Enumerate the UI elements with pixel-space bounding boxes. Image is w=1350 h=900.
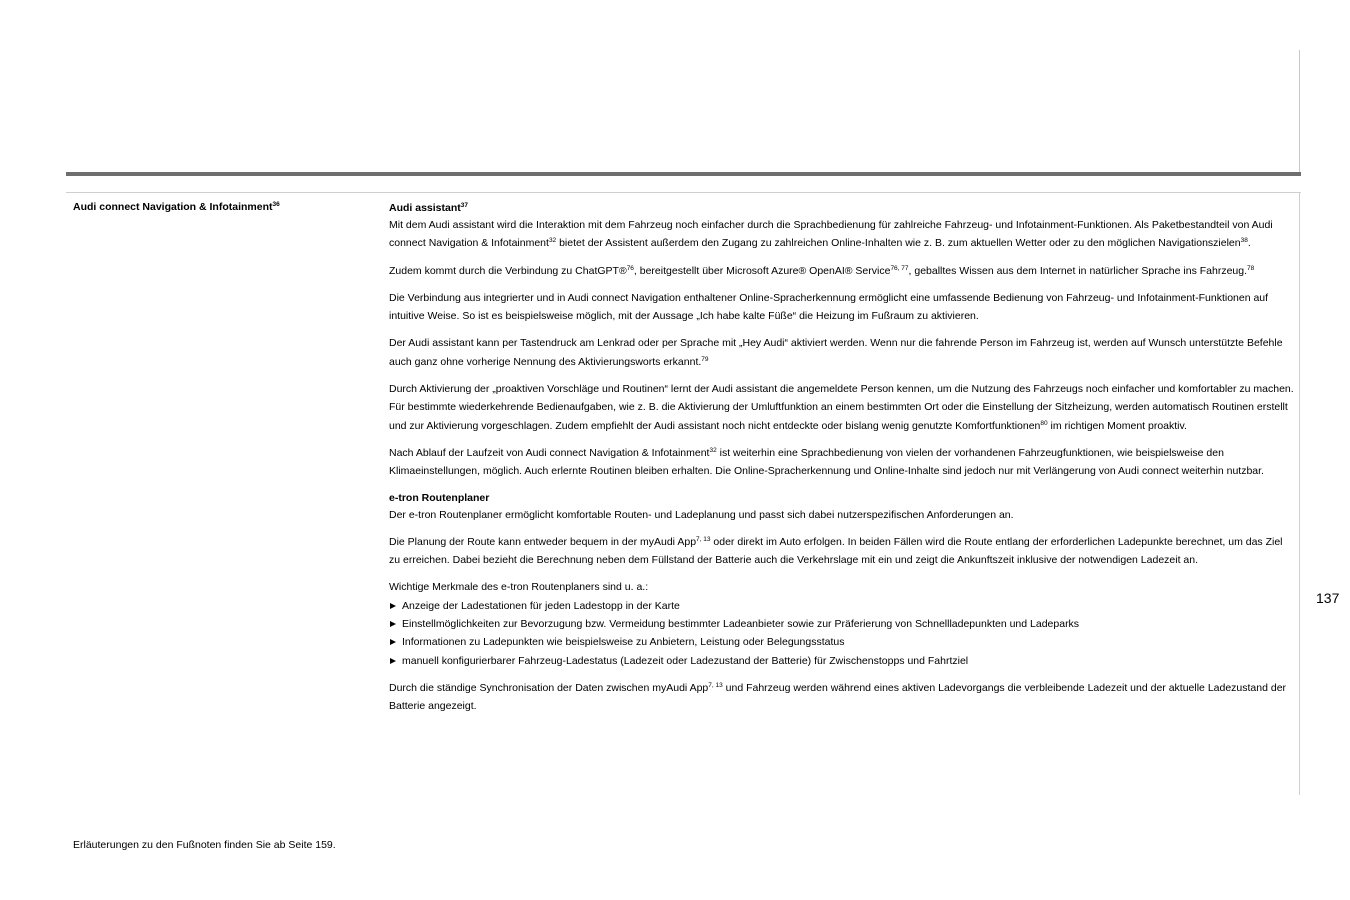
text-run: Durch die ständige Synchronisation der Daten zwischen myAudi App — [389, 681, 709, 694]
text-run: Die Planung der Route kann entweder bequem in der myAudi App — [389, 535, 697, 548]
text-run: bietet der Assistent außerdem den Zugang zu zahlreichen Online-Inhalten wie z. B. zum aktuellen Wetter oder zu den möglichen Navigationszielen — [556, 237, 1241, 250]
footnote-hint: Erläuterungen zu den Fußnoten finden Sie ab Seite 159. — [73, 839, 336, 851]
paragraph — [389, 216, 1295, 253]
text-run: , bereitgestellt über Microsoft Azure® OpenAI® Service — [633, 264, 891, 277]
text-run: . — [1247, 237, 1251, 250]
heading-text: Audi assistant — [389, 202, 461, 214]
list-item-text: Einstellmöglichkeiten zur Bevorzugung bzw. Vermeidung bestimmter Ladeanbieter sowie zur Präferierung von Schnellladepunkten und Ladeparks — [402, 618, 1080, 631]
footnote-ref: 32 — [709, 446, 717, 454]
list-item — [389, 615, 1295, 633]
list-item — [389, 633, 1295, 651]
section-divider — [66, 192, 1301, 193]
bullet-triangle-icon — [390, 658, 396, 664]
footnote-ref: 36 — [272, 201, 280, 208]
text-run: Durch Aktivierung der „proaktiven Vorschläge und Routinen“ lernt der Audi assistant die angemeldete Person kennen, um die Nutzung des Fahrzeugs noch einfacher und komfortabler zu machen. Für bestimmte wiederkehrende Bedienaufgaben, wie z. B. die Aktivierung der Umluftfunktion an einem bestimmten Ort oder die Einstellung der Sitzheizung, werden automatisch Routinen erstellt und zur Aktivierung vorgeschlagen. Zudem empfiehlt der Audi assistant noch nicht entdeckte oder bislang wenig genutzte Komfortfunktionen — [389, 383, 1294, 432]
paragraph — [389, 679, 1295, 716]
audi-assistant-heading — [389, 200, 1295, 216]
bullet-triangle-icon — [390, 639, 396, 645]
section-label — [73, 200, 373, 214]
footnote-ref: 78 — [1247, 264, 1255, 272]
text-run: Der Audi assistant kann per Tastendruck am Lenkrad oder per Sprache mit „Hey Audi“ aktiviert werden. Wenn nur die fahrende Person im Fahrzeug ist, werden auf Wunsch unterstützte Befehle auch ganz ohne vorherige Nennung des Aktivierungsworts erkannt. — [389, 337, 1283, 368]
text-run: , geballtes Wissen aus dem Internet in natürlicher Sprache ins Fahrzeug. — [908, 264, 1248, 277]
footnote-ref: 76, 77 — [890, 264, 909, 272]
text-run: Zudem kommt durch die Verbindung zu ChatGPT® — [389, 264, 627, 277]
list-item — [389, 597, 1295, 615]
main-content — [389, 200, 1295, 725]
footnote-ref: 76 — [626, 264, 634, 272]
paragraph — [389, 262, 1295, 280]
footnote-ref: 80 — [1040, 419, 1048, 427]
text-run: Mit dem Audi assistant wird die Interaktion mit dem Fahrzeug noch einfacher durch die Sprachbedienung für zahlreiche Fahrzeug- und Infotainment-Funktionen. Als Paketbestandteil von Audi connect Navigation & Infotainment — [389, 219, 1273, 250]
list-item-text: Informationen zu Ladepunkten wie beispielsweise zu Anbietern, Leistung oder Belegungsstatus — [402, 636, 845, 649]
paragraph — [389, 334, 1295, 371]
paragraph — [389, 533, 1295, 570]
header-rule — [66, 172, 1301, 176]
right-margin-line-top — [1299, 50, 1300, 175]
paragraph — [389, 380, 1295, 435]
text-run: im richtigen Moment proaktiv. — [1047, 419, 1187, 432]
text-run: oder direkt im Auto erfolgen. In beiden Fällen wird die Route entlang der erforderlichen Ladepunkte berechnet, um das Ziel zu erreichen. Dabei bezieht die Berechnung neben dem Füllstand der Batterie auch die Verkehrslage mit ein und zeigt die Ankunftszeit inklusive der notwendigen Ladezeit an. — [389, 535, 1283, 567]
footnote-ref: 7, 13 — [708, 681, 723, 689]
footnote-ref: 38 — [1240, 237, 1248, 245]
paragraph: Die Verbindung aus integrierter und in Audi connect Navigation enthaltener Online-Spracherkennung ermöglicht eine umfassende Bedienung von Fahrzeug- und Infotainment-Funktionen auf intuitive Weise. So ist es beispielsweise möglich, mit der Aussage „Ich habe kalte Füße“ die Heizung im Fußraum zu aktivieren. — [389, 291, 1269, 323]
feature-list — [389, 597, 1295, 670]
paragraph — [389, 444, 1295, 481]
list-intro: Wichtige Merkmale des e-tron Routenplaners sind u. a.: — [389, 581, 649, 594]
page-number: 137 — [1316, 590, 1340, 606]
footnote-ref: 32 — [548, 237, 557, 245]
list-item — [389, 652, 1295, 670]
footnote-ref: 37 — [460, 202, 469, 209]
footnote-ref: 79 — [701, 355, 709, 363]
text-run: und Fahrzeug werden während eines aktiven Ladevorgangs die verbleibende Ladezeit und der aktuelle Ladezustand der Batterie angezeigt. — [389, 681, 1287, 713]
list-item-text: Anzeige der Ladestationen für jeden Ladestopp in der Karte — [402, 599, 680, 612]
footnote-ref: 7, 13 — [696, 535, 711, 543]
paragraph: Der e-tron Routenplaner ermöglicht komfortable Routen- und Ladeplanung und passt sich dabei nutzerspezifischen Anforderungen an. — [389, 508, 1014, 521]
section-label-text: Audi connect Navigation & Infotainment — [73, 201, 273, 213]
text-run: ist weiterhin eine Sprachbedienung von vielen der vorhandenen Fahrzeugfunktionen, wie beispielsweise den Klimaeinstellungen, möglich. Auch erlernte Routinen bleiben erhalten. Die Online-Spracherkennung und Online-Inhalte sind jedoch nur mit Verlängerung von Audi connect weiterhin nutzbar. — [389, 446, 1264, 478]
text-run: Nach Ablauf der Laufzeit von Audi connect Navigation & Infotainment — [389, 446, 710, 459]
etron-routenplaner-heading: e-tron Routenplaner — [389, 491, 490, 504]
list-item-text: manuell konfigurierbarer Fahrzeug-Ladestatus (Ladezeit oder Ladezustand der Batterie) für Zwischenstopps und Fahrtziel — [402, 654, 969, 667]
bullet-triangle-icon — [390, 603, 396, 609]
bullet-triangle-icon — [390, 621, 396, 627]
right-margin-line — [1299, 193, 1300, 795]
